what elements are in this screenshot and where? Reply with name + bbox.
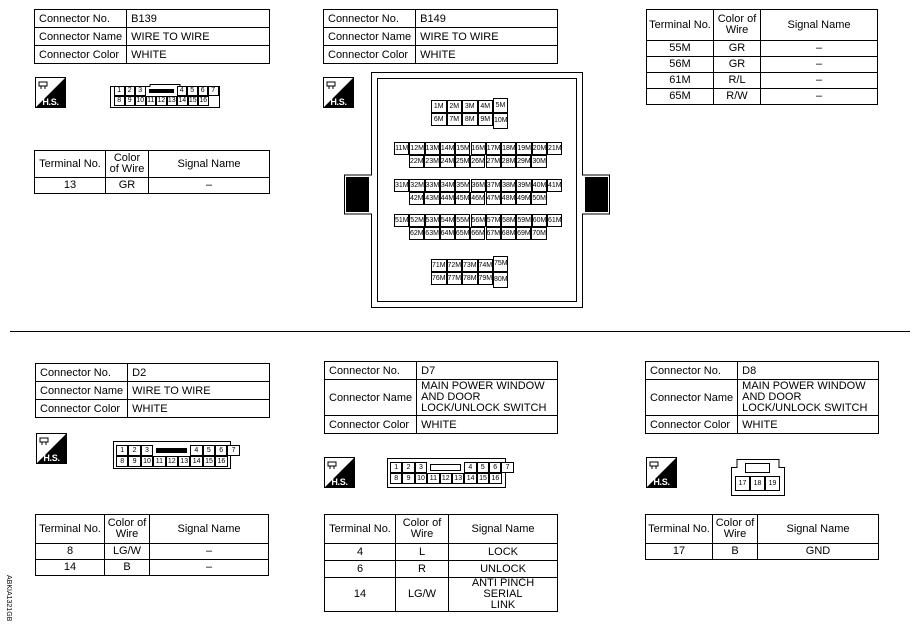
pin-14m: 14M [440,142,455,155]
connector-info-d8 [645,361,879,434]
pin-40m: 40M [532,179,547,192]
pin-44m: 44M [440,192,455,205]
wire-color: R [396,561,449,578]
table-row [647,89,878,105]
pin-80m: 80M [493,272,508,288]
pin-73m: 73M [462,259,478,272]
pin-1: 1 [116,445,128,456]
terminal-no: 4 [325,544,396,561]
pin-15: 15 [477,473,489,484]
pin-13: 13 [178,456,190,467]
label-connector-no: Connector No. [646,362,738,380]
wire-color: L [396,544,449,561]
pin-3m: 3M [462,100,478,113]
pin-7: 7 [208,86,219,96]
label-connector-color: Connector Color [646,416,738,434]
pin-59m: 59M [516,214,531,227]
signal-name: ANTI PINCH SERIAL LINK [449,578,558,612]
pin-20m: 20M [532,142,547,155]
pin-47m: 47M [486,192,501,205]
label-connector-no: Connector No. [35,10,127,28]
pin-67m: 67M [486,227,501,240]
terminal-no: 14 [36,560,105,576]
connector-color: WHITE [127,46,270,64]
pin-4: 4 [464,462,476,473]
terminal-no: 14 [325,578,396,612]
signal-name: LOCK [449,544,558,561]
connector-color: WHITE [416,46,558,64]
pin-57m: 57M [486,214,501,227]
wire-color: GR [106,178,149,194]
pin-33m: 33M [425,179,440,192]
pin-75m: 75M [493,256,508,272]
terminal-table-d8 [645,514,879,560]
pin-6m: 6M [431,113,447,126]
pin-46m: 46M [470,192,485,205]
pin-72m: 72M [447,259,463,272]
pin-3: 3 [141,445,153,456]
pin-65m: 65M [455,227,470,240]
pin-14: 14 [178,97,187,104]
pin-77m: 77M [447,272,463,285]
terminal-no: 61M [647,73,714,89]
table-row [647,57,878,73]
pin-9: 9 [402,473,414,484]
pin-48m: 48M [501,192,516,205]
pin-11: 11 [427,473,439,484]
pin-2: 2 [128,445,140,456]
label-connector-no: Connector No. [36,364,128,382]
pin-7: 7 [501,462,513,473]
pin-74m: 74M [478,259,494,272]
header-terminal-no: Terminal No. [646,515,713,544]
pin-13m: 13M [425,142,440,155]
pin-16m: 16M [471,142,486,155]
pin-61m: 61M [547,214,562,227]
wire-color: B [105,560,150,576]
pin-21m: 21M [547,142,562,155]
pin-13: 13 [452,473,464,484]
hs-label: H.S. [653,477,670,487]
pin-35m: 35M [455,179,470,192]
table-row [647,73,878,89]
connector-name: MAIN POWER WINDOW AND DOOR LOCK/UNLOCK SWITCH [417,380,558,416]
connector-name: MAIN POWER WINDOW AND DOOR LOCK/UNLOCK SWITCH [738,380,879,416]
table-row [35,178,270,194]
pin-10: 10 [141,456,153,467]
pin-9m: 9M [478,113,494,126]
terminal-no: 56M [647,57,714,73]
signal-name: – [150,560,269,576]
pin-1m: 1M [431,100,447,113]
signal-name: – [761,89,878,105]
pin-17m: 17M [486,142,501,155]
terminal-table-d7 [324,514,558,612]
pin-2m: 2M [447,100,463,113]
pin-4m: 4M [478,100,494,113]
pin-8: 8 [116,456,128,467]
label-connector-name: Connector Name [324,28,416,46]
pin-50m: 50M [531,192,546,205]
pin-7: 7 [227,445,239,456]
signal-name: – [149,178,270,194]
pin-11: 11 [147,97,155,104]
wire-color: GR [714,57,761,73]
terminal-no: 13 [35,178,106,194]
header-signal-name: Signal Name [449,515,558,544]
header-color-of-wire: Color of Wire [713,515,758,544]
pin-54m: 54M [440,214,455,227]
terminal-no: 65M [647,89,714,105]
label-connector-name: Connector Name [35,28,127,46]
connector-info-b149 [323,9,558,64]
pin-15: 15 [188,97,197,104]
terminal-no: 17 [646,544,713,560]
pin-79m: 79M [478,272,494,285]
pin-10: 10 [136,97,145,104]
hs-icon [36,433,67,464]
pin-16: 16 [489,473,501,484]
hs-icon [324,457,355,488]
pin-4: 4 [177,86,188,96]
pin-7m: 7M [447,113,463,126]
pin-6: 6 [198,86,209,96]
pin-9: 9 [128,456,140,467]
pin-30m: 30M [531,155,546,168]
header-terminal-no: Terminal No. [325,515,396,544]
pin-24m: 24M [440,155,455,168]
pin-78m: 78M [462,272,478,285]
pin-22m: 22M [409,155,424,168]
table-row [325,561,558,578]
table-row [36,544,269,560]
pin-10: 10 [415,473,427,484]
pin-19: 19 [765,476,780,491]
hs-label: H.S. [331,477,348,487]
connector-color: WHITE [417,416,558,434]
pin-49m: 49M [516,192,531,205]
hs-icon [646,457,677,488]
pin-2: 2 [125,86,136,96]
pin-17: 17 [735,476,750,491]
pin-31m: 31M [394,179,409,192]
pin-66m: 66M [470,227,485,240]
connector-no: B149 [416,10,558,28]
pin-71m: 71M [431,259,447,272]
connector-info-b139 [34,9,270,64]
table-row [646,544,879,560]
pin-6: 6 [489,462,501,473]
pin-8: 8 [114,96,125,106]
label-connector-name: Connector Name [36,382,128,400]
pin-32m: 32M [409,179,424,192]
pin-15: 15 [203,456,215,467]
pin-41m: 41M [547,179,562,192]
header-signal-name: Signal Name [758,515,879,544]
label-connector-color: Connector Color [36,400,128,418]
pin-5: 5 [203,445,215,456]
connector-name: WIRE TO WIRE [128,382,270,400]
pin-58m: 58M [501,214,516,227]
pin-52m: 52M [409,214,424,227]
table-row [647,41,878,57]
wire-color: LG/W [105,544,150,560]
header-terminal-no: Terminal No. [647,10,714,41]
pin-13: 13 [167,97,176,104]
connector-key [156,448,187,453]
header-signal-name: Signal Name [149,151,270,178]
header-color-of-wire: Color of Wire [396,515,449,544]
header-signal-name: Signal Name [150,515,269,544]
terminal-table-b139 [34,150,270,194]
pin-28m: 28M [501,155,516,168]
pin-56m: 56M [471,214,486,227]
hs-label: H.S. [330,97,347,107]
table-row [325,544,558,561]
figure-code: ABKIA1321GB [5,575,12,622]
pin-4: 4 [190,445,202,456]
label-connector-color: Connector Color [35,46,127,64]
pin-18m: 18M [501,142,516,155]
pin-12: 12 [166,456,178,467]
section-divider [10,331,910,332]
pin-5: 5 [187,86,198,96]
terminal-no: 6 [325,561,396,578]
connector-no: D7 [417,362,558,380]
signal-name: UNLOCK [449,561,558,578]
pin-9: 9 [125,96,136,106]
connector-name: WIRE TO WIRE [416,28,558,46]
pin-64m: 64M [440,227,455,240]
pin-8m: 8M [462,113,478,126]
connector-no: B139 [127,10,270,28]
label-connector-name: Connector Name [646,380,738,416]
pin-1: 1 [390,462,402,473]
terminal-no: 8 [36,544,105,560]
pin-11: 11 [153,456,165,467]
pin-63m: 63M [424,227,439,240]
header-color-of-wire: Color of Wire [105,515,150,544]
pin-69m: 69M [516,227,531,240]
label-connector-color: Connector Color [325,416,417,434]
pin-12: 12 [157,97,166,104]
pin-6: 6 [215,445,227,456]
header-color-of-wire: Color of Wire [714,10,761,41]
signal-name: – [761,41,878,57]
label-connector-no: Connector No. [325,362,417,380]
pin-55m: 55M [455,214,470,227]
pin-3: 3 [415,462,427,473]
pin-23m: 23M [424,155,439,168]
connector-name: WIRE TO WIRE [127,28,270,46]
pin-25m: 25M [455,155,470,168]
pin-3: 3 [135,86,146,96]
hs-label: H.S. [42,97,59,107]
connector-color: WHITE [738,416,879,434]
pin-34m: 34M [440,179,455,192]
signal-name: – [761,73,878,89]
wire-color: GR [714,41,761,57]
header-terminal-no: Terminal No. [35,151,106,178]
label-connector-color: Connector Color [324,46,416,64]
pin-53m: 53M [425,214,440,227]
table-row [36,560,269,576]
wire-color: LG/W [396,578,449,612]
connector-no: D2 [128,364,270,382]
connector-info-d2 [35,363,270,418]
pin-8: 8 [390,473,402,484]
pin-12m: 12M [409,142,424,155]
wire-color: B [713,544,758,560]
label-connector-name: Connector Name [325,380,417,416]
hs-icon [35,77,66,108]
pin-36m: 36M [471,179,486,192]
pin-37m: 37M [486,179,501,192]
connector-no: D8 [738,362,879,380]
pin-27m: 27M [486,155,501,168]
header-signal-name: Signal Name [761,10,878,41]
pin-16: 16 [199,97,208,104]
pin-12: 12 [440,473,452,484]
pin-5m: 5M [493,98,508,113]
pin-38m: 38M [501,179,516,192]
pin-15m: 15M [455,142,470,155]
pin-1: 1 [114,86,125,96]
connector-key [430,464,461,471]
pin-39m: 39M [516,179,531,192]
pin-60m: 60M [532,214,547,227]
pin-14: 14 [190,456,202,467]
terminal-no: 55M [647,41,714,57]
pin-18: 18 [750,476,765,491]
pin-10m: 10M [493,113,508,129]
pin-51m: 51M [394,214,409,227]
header-color-of-wire: Color of Wire [106,151,149,178]
wire-color: R/L [714,73,761,89]
wire-color: R/W [714,89,761,105]
pin-43m: 43M [424,192,439,205]
pin-42m: 42M [409,192,424,205]
pin-26m: 26M [470,155,485,168]
signal-name: – [150,544,269,560]
signal-name: GND [758,544,879,560]
pin-62m: 62M [409,227,424,240]
pin-5: 5 [477,462,489,473]
pin-76m: 76M [431,272,447,285]
pin-45m: 45M [455,192,470,205]
pin-14: 14 [464,473,476,484]
connector-color: WHITE [128,400,270,418]
connector-info-d7 [324,361,558,434]
hs-label: H.S. [43,453,60,463]
pin-29m: 29M [516,155,531,168]
pin-2: 2 [402,462,414,473]
pin-19m: 19M [516,142,531,155]
table-row [325,578,558,612]
pin-68m: 68M [501,227,516,240]
terminal-table-b149 [646,9,878,105]
signal-name: – [761,57,878,73]
label-connector-no: Connector No. [324,10,416,28]
connector-key [149,89,174,93]
header-terminal-no: Terminal No. [36,515,105,544]
terminal-table-d2 [35,514,269,576]
pin-16: 16 [215,456,227,467]
pin-11m: 11M [394,142,409,155]
pin-70m: 70M [531,227,546,240]
